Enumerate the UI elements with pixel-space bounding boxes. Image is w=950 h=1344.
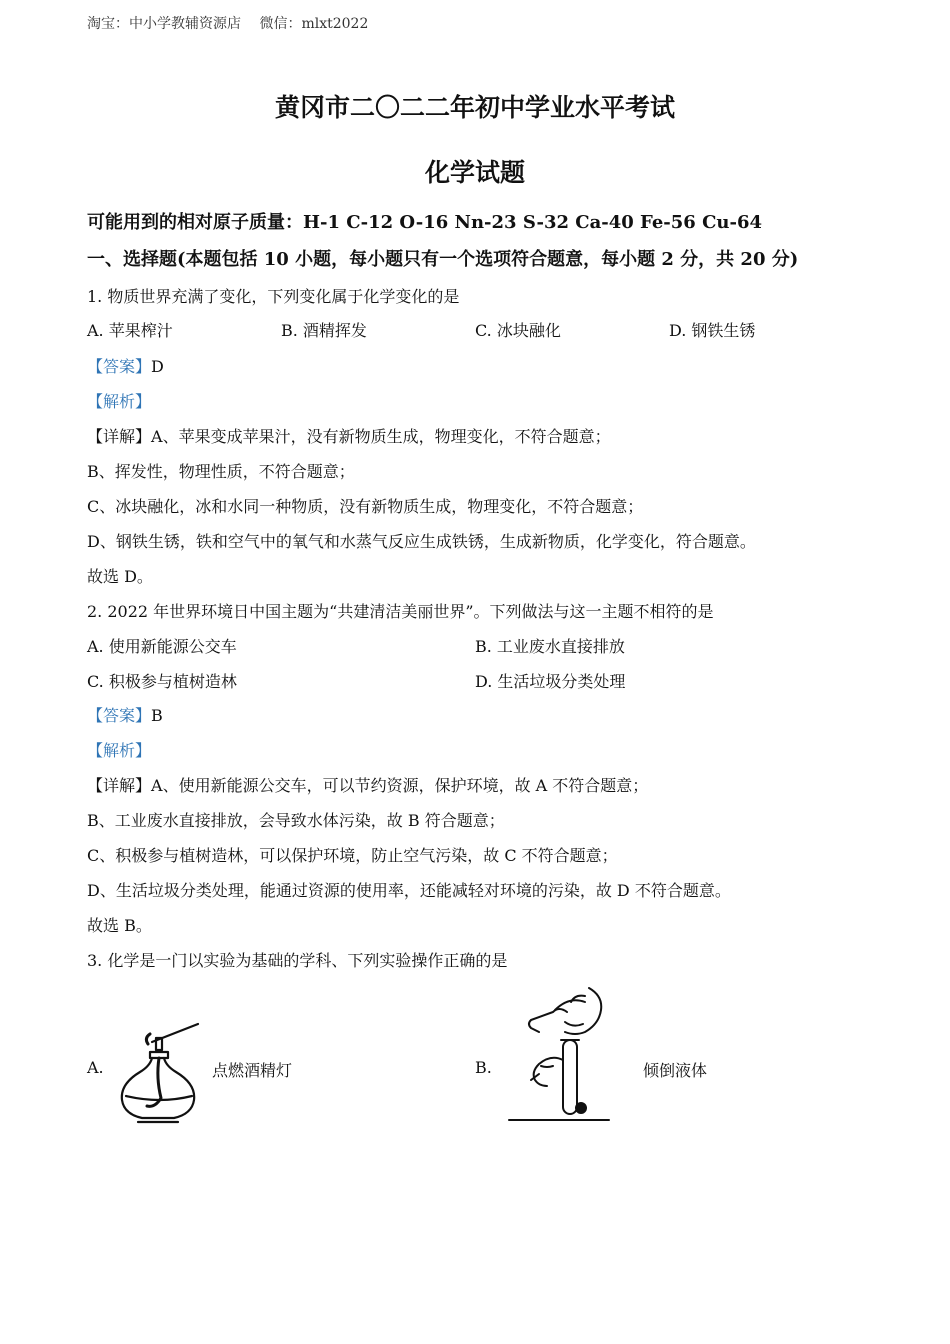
q1-detail-a-text: A、苹果变成苹果汁，没有新物质生成，物理变化，不符合题意；	[151, 427, 611, 446]
q1-option-d: D. 钢铁生锈	[669, 321, 756, 340]
q2-option-a: A. 使用新能源公交车	[87, 637, 237, 656]
q1-detail-a	[87, 424, 611, 447]
page-header	[87, 13, 382, 33]
q3-option-b-text: 倾倒液体	[643, 1061, 708, 1080]
q1-option-b: B. 酒精挥发	[281, 321, 367, 340]
q1-answer-label: 【答案】	[87, 357, 152, 376]
q2-detail-label: 【详解】	[87, 776, 152, 795]
q1-option-c: C. 冰块融化	[475, 321, 561, 340]
atomic-masses: 可能用到的相对原子质量：H-1 C-12 O-16 Nn-23 S-32 Ca-40 Fe-56 Cu-64	[87, 212, 763, 233]
q1-detail-b: B、挥发性，物理性质，不符合题意；	[87, 462, 355, 481]
q2-answer-value: B	[151, 706, 163, 725]
alcohol-lamp-lighting-figure	[112, 1018, 204, 1126]
q3-stem: 3. 化学是一门以实验为基础的学科、下列实验操作正确的是	[87, 951, 508, 970]
q2-option-d: D. 生活垃圾分类处理	[475, 672, 626, 691]
q2-analysis-label: 【解析】	[87, 741, 152, 760]
q2-answer-label: 【答案】	[87, 706, 152, 725]
q3-option-a-letter: A.	[87, 1058, 104, 1077]
pouring-liquid-figure	[505, 982, 613, 1124]
q1-answer	[87, 354, 164, 377]
q2-detail-a	[87, 773, 648, 796]
q1-detail-label: 【详解】	[87, 427, 152, 446]
q2-detail-d: D、生活垃圾分类处理，能通过资源的使用率，还能减轻对环境的污染，故 D 不符合题意。	[87, 881, 731, 900]
q2-answer	[87, 703, 163, 726]
q2-detail-c: C、积极参与植树造林，可以保护环境，防止空气污染，故 C 不符合题意；	[87, 846, 618, 865]
exam-subtitle: 化学试题	[424, 158, 525, 187]
q3-option-b-letter: B.	[475, 1058, 492, 1077]
header-shop: 淘宝：中小学教辅资源店	[87, 16, 241, 32]
exam-title: 黄冈市二〇二二年初中学业水平考试	[274, 93, 675, 122]
q2-detail-b: B、工业废水直接排放，会导致水体污染，故 B 符合题意；	[87, 811, 505, 830]
q1-conclusion: 故选 D。	[87, 567, 153, 586]
section-heading: 一、选择题(本题包括 10 小题，每小题只有一个选项符合题意，每小题 2 分，共 20 分)	[87, 249, 799, 270]
q1-answer-value: D	[151, 357, 164, 376]
q1-option-a: A. 苹果榨汁	[87, 321, 173, 340]
q2-detail-a-text: A、使用新能源公交车，可以节约资源，保护环境，故 A 不符合题意；	[151, 776, 649, 795]
q3-option-a-text: 点燃酒精灯	[212, 1061, 293, 1080]
q2-stem: 2. 2022 年世界环境日中国主题为“共建清洁美丽世界”。下列做法与这一主题不相符的是	[87, 602, 714, 621]
q1-stem: 1. 物质世界充满了变化，下列变化属于化学变化的是	[87, 287, 460, 306]
q2-option-c: C. 积极参与植树造林	[87, 672, 237, 691]
q1-analysis-label: 【解析】	[87, 392, 152, 411]
q1-detail-c: C、冰块融化，冰和水同一种物质，没有新物质生成，物理变化，不符合题意；	[87, 497, 644, 516]
q2-conclusion: 故选 B。	[87, 916, 152, 935]
q2-option-b: B. 工业废水直接排放	[475, 637, 625, 656]
header-wechat: 微信：mlxt2022	[259, 16, 369, 32]
q1-detail-d: D、钢铁生锈，铁和空气中的氧气和水蒸气反应生成铁锈，生成新物质，化学变化，符合题意。	[87, 532, 756, 551]
